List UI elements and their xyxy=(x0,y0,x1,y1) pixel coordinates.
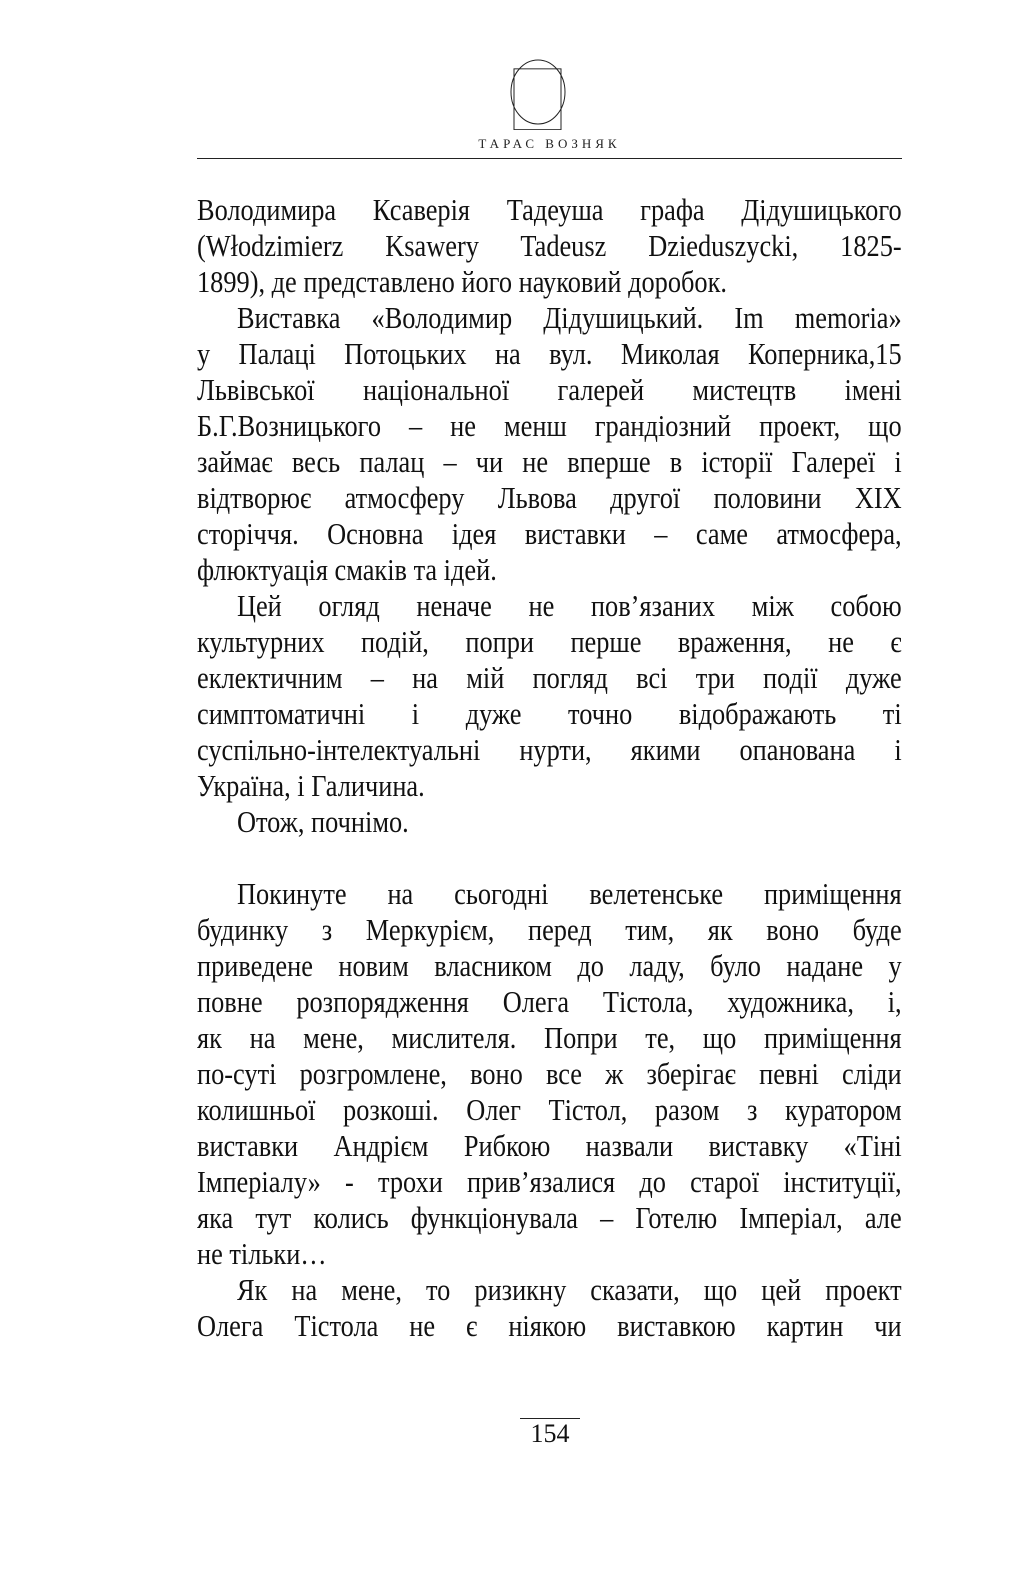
paragraph xyxy=(197,876,902,1272)
paragraph xyxy=(197,804,902,840)
text-line: колишньої розкоші. Олег Тістол, разом з куратором xyxy=(197,1092,902,1127)
text-line: Олега Тістола не є ніякою виставкою картин чи xyxy=(197,1308,902,1343)
text-line: Виставка «Володимир Дідушицький. Im memoria» xyxy=(236,300,902,335)
text-line: флюктуація смаків та ідей. xyxy=(197,552,497,587)
logo-emblem-icon xyxy=(508,50,568,130)
text-line: 1899), де представлено його науковий доробок. xyxy=(197,264,728,299)
text-line: Володимира Ксаверія Тадеуша графа Дідушицького xyxy=(197,192,902,227)
text-line: приведене новим власником до ладу, було надане у xyxy=(197,948,902,983)
text-line: у Палаці Потоцьких на вул. Миколая Коперника,15 xyxy=(197,336,902,371)
text-line: (Włodzimierz Ksawery Tadeusz Dzieduszycki, 1825- xyxy=(197,228,902,263)
text-line: Як на мене, то ризикну сказати, що цей проект xyxy=(236,1272,902,1307)
text-line: Покинуте на сьогодні велетенське приміщення xyxy=(236,876,902,911)
text-line: симптоматичні і дуже точно відображають ті xyxy=(197,696,902,731)
text-line: суспільно-інтелектуальні нурти, якими опанована і xyxy=(197,732,902,767)
paragraph xyxy=(197,1272,902,1344)
page-number: 154 xyxy=(520,1418,580,1449)
paragraph-gap xyxy=(197,840,902,876)
running-head-author: ТАРАС ВОЗНЯК xyxy=(478,136,621,151)
text-line: відтворює атмосферу Львова другої половини XIX xyxy=(197,480,902,515)
text-line: культурних подій, попри перше враження, не є xyxy=(197,624,902,659)
text-line: Львівської національної галерей мистецтв імені xyxy=(197,372,902,407)
text-line: сторіччя. Основна ідея виставки – саме атмосфера, xyxy=(197,516,902,551)
text-line: Б.Г.Возницького – не менш грандіозний проект, що xyxy=(197,408,902,443)
text-line: виставки Андрієм Рибкою назвали виставку «Тіні xyxy=(197,1128,902,1163)
paragraph xyxy=(197,588,902,804)
text-line: повне розпорядження Олега Тістола, художника, і, xyxy=(197,984,902,1019)
text-line: Україна, і Галичина. xyxy=(197,768,425,803)
text-line: як на мене, мислителя. Попри те, що приміщення xyxy=(197,1020,902,1055)
body-text xyxy=(197,192,902,1344)
header-rule xyxy=(197,158,902,159)
text-line: Отож, почнімо. xyxy=(236,804,409,839)
paragraph xyxy=(197,300,902,588)
text-line: будинку з Меркурієм, перед тим, як воно буде xyxy=(197,912,902,947)
paragraph xyxy=(197,192,902,300)
text-line: не тільки… xyxy=(197,1236,327,1271)
text-line: яка тут колись функціонувала – Готелю Імперіал, але xyxy=(197,1200,902,1235)
text-line: займає весь палац – чи не вперше в історії Галереї і xyxy=(197,444,902,479)
text-line: Імперіалу» - трохи прив’язалися до старої інституції, xyxy=(197,1164,902,1199)
text-line: по-суті розгромлене, воно все ж зберігає певні сліди xyxy=(197,1056,902,1091)
text-line: еклектичним – на мій погляд всі три події дуже xyxy=(197,660,902,695)
text-line: Цей огляд неначе не пов’язаних між собою xyxy=(236,588,902,623)
